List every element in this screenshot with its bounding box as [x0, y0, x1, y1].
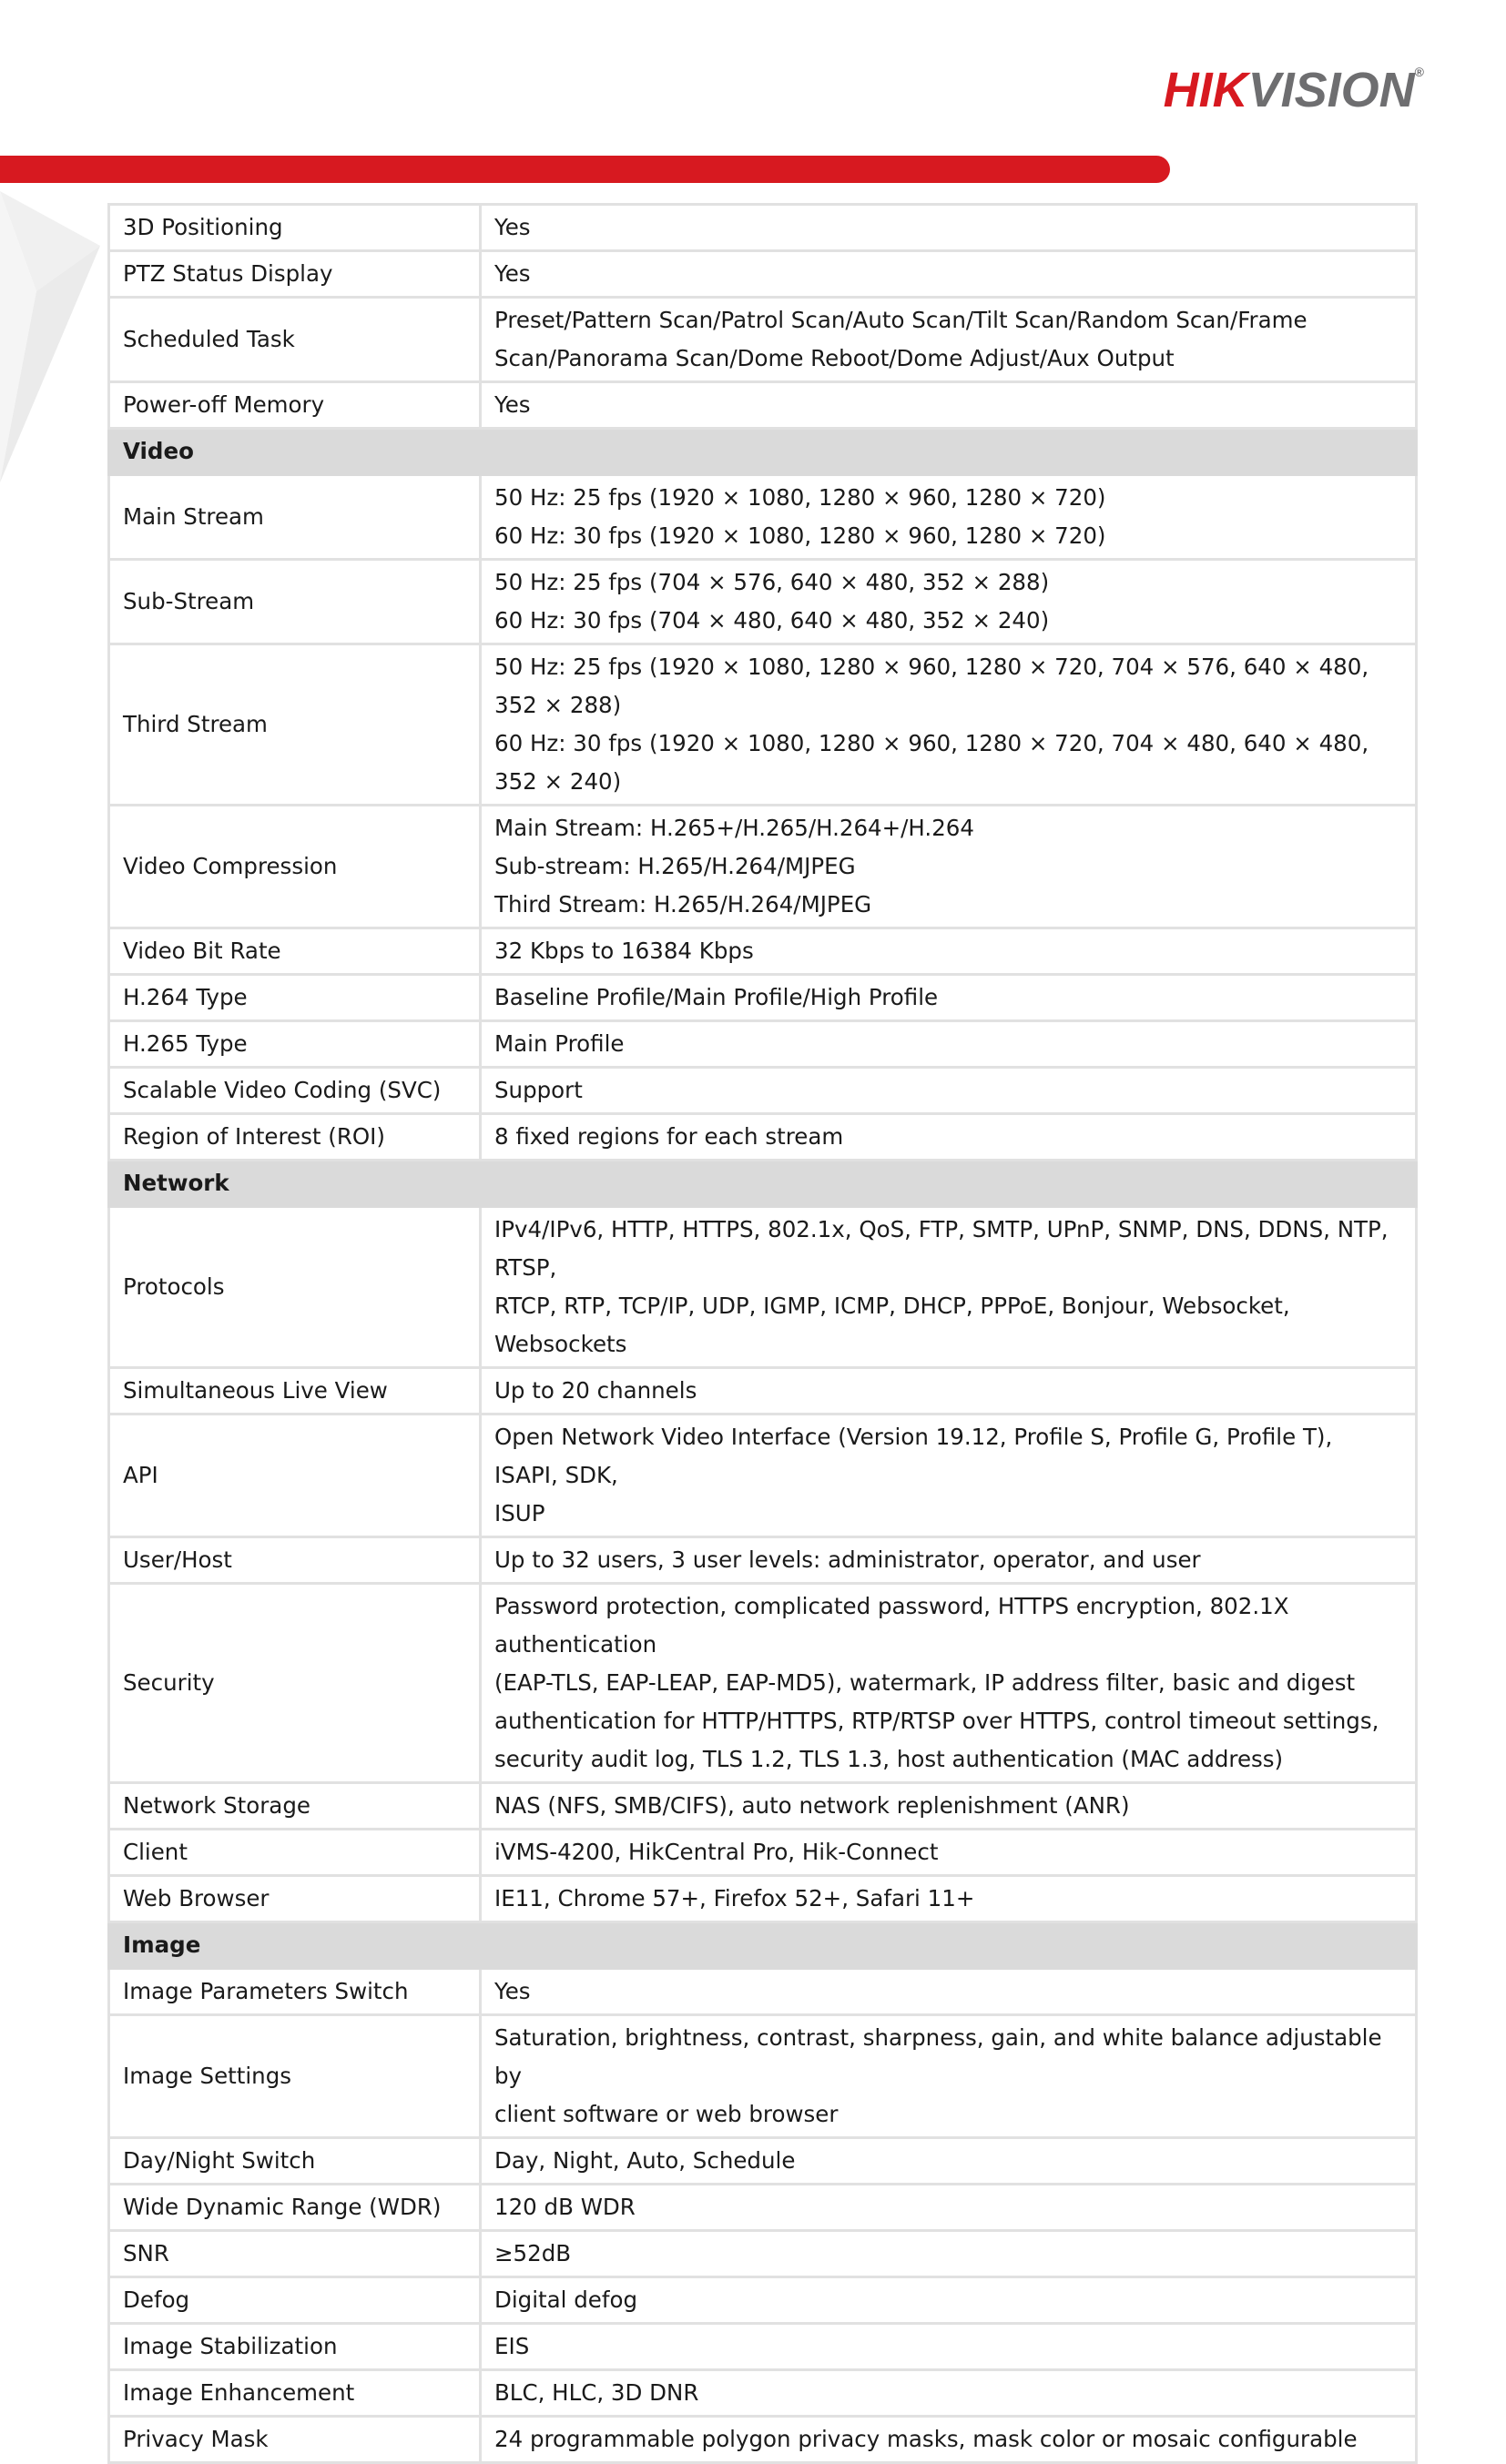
brand-logo-grey: VISION	[1247, 63, 1415, 117]
spec-row	[109, 2370, 1417, 2417]
section-title: Network	[109, 1161, 1417, 1207]
spec-value: Day, Night, Auto, Schedule	[481, 2138, 1417, 2185]
spec-value: 24 programmable polygon privacy masks, mask color or mosaic configurable	[481, 2417, 1417, 2463]
registered-mark: ®	[1414, 65, 1424, 79]
spec-label: Power-off Memory	[109, 382, 481, 429]
spec-row	[109, 205, 1417, 251]
spec-value: IE11, Chrome 57+, Firefox 52+, Safari 11+	[481, 1876, 1417, 1922]
section-header-row	[109, 1922, 1417, 1969]
spec-value: Yes	[481, 382, 1417, 429]
spec-label: Sub-Stream	[109, 560, 481, 644]
spec-row	[109, 298, 1417, 382]
spec-row	[109, 1830, 1417, 1876]
spec-label: Protocols	[109, 1207, 481, 1368]
spec-value: 50 Hz: 25 fps (1920 × 1080, 1280 × 960, 1280 × 720, 704 × 576, 640 × 480, 352 × 288) 60 Hz: 30 fps (1920 × 1080, 1280 × 960, 1280 × 720, 704 × 480, 640 × 480, 352 × 240)	[481, 644, 1417, 806]
spec-value: 120 dB WDR	[481, 2185, 1417, 2231]
spec-label: API	[109, 1415, 481, 1537]
spec-value: ≥52dB	[481, 2231, 1417, 2277]
spec-value: Yes	[481, 1969, 1417, 2015]
spec-row	[109, 2185, 1417, 2231]
spec-row	[109, 1415, 1417, 1537]
spec-row	[109, 475, 1417, 560]
spec-value: Password protection, complicated password, HTTPS encryption, 802.1X authentication (EAP-TLS, EAP-LEAP, EAP-MD5), watermark, IP address filter, basic and digest authentication for HTTP/HTTPS, RTP/RTSP over HTTPS, control timeout settings, security audit log, TLS 1.2, TLS 1.3, host authentication (MAC address)	[481, 1584, 1417, 1783]
section-title: Video	[109, 429, 1417, 475]
spec-label: Scalable Video Coding (SVC)	[109, 1068, 481, 1114]
spec-label: H.264 Type	[109, 975, 481, 1021]
spec-label: Video Bit Rate	[109, 928, 481, 975]
spec-label: PTZ Status Display	[109, 251, 481, 298]
brand-logo-red: HIK	[1163, 63, 1248, 117]
spec-value: 32 Kbps to 16384 Kbps	[481, 928, 1417, 975]
spec-value: Yes	[481, 251, 1417, 298]
spec-row	[109, 382, 1417, 429]
spec-row	[109, 1021, 1417, 1068]
spec-row	[109, 2277, 1417, 2324]
section-header-row	[109, 429, 1417, 475]
spec-label: 3D Positioning	[109, 205, 481, 251]
spec-label: Image Enhancement	[109, 2370, 481, 2417]
spec-row	[109, 975, 1417, 1021]
spec-label: Third Stream	[109, 644, 481, 806]
spec-row	[109, 251, 1417, 298]
spec-label: Wide Dynamic Range (WDR)	[109, 2185, 481, 2231]
spec-label: Privacy Mask	[109, 2417, 481, 2463]
spec-label: SNR	[109, 2231, 481, 2277]
spec-row	[109, 2417, 1417, 2463]
spec-value: IPv4/IPv6, HTTP, HTTPS, 802.1x, QoS, FTP, SMTP, UPnP, SNMP, DNS, DDNS, NTP, RTSP, RTCP, RTP, TCP/IP, UDP, IGMP, ICMP, DHCP, PPPoE, Bonjour, Websocket, Websockets	[481, 1207, 1417, 1368]
spec-table	[107, 203, 1418, 2464]
spec-row	[109, 1207, 1417, 1368]
background-watermark-graphic	[0, 182, 100, 482]
spec-value: EIS	[481, 2324, 1417, 2370]
spec-label: Defog	[109, 2277, 481, 2324]
spec-value: Up to 20 channels	[481, 1368, 1417, 1415]
spec-label: Scheduled Task	[109, 298, 481, 382]
spec-row	[109, 1368, 1417, 1415]
spec-label: Client	[109, 1830, 481, 1876]
spec-label: Day/Night Switch	[109, 2138, 481, 2185]
spec-value: NAS (NFS, SMB/CIFS), auto network replenishment (ANR)	[481, 1783, 1417, 1830]
spec-row	[109, 1969, 1417, 2015]
header-red-bar	[0, 156, 1170, 183]
spec-value: Digital defog	[481, 2277, 1417, 2324]
spec-label: Video Compression	[109, 806, 481, 928]
spec-value: Main Profile	[481, 1021, 1417, 1068]
spec-value: Yes	[481, 205, 1417, 251]
spec-value: Up to 32 users, 3 user levels: administrator, operator, and user	[481, 1537, 1417, 1584]
spec-row	[109, 560, 1417, 644]
spec-label: Image Settings	[109, 2015, 481, 2138]
spec-row	[109, 806, 1417, 928]
spec-row	[109, 1876, 1417, 1922]
spec-value: 8 fixed regions for each stream	[481, 1114, 1417, 1161]
spec-row	[109, 1114, 1417, 1161]
spec-row	[109, 1068, 1417, 1114]
spec-label: Web Browser	[109, 1876, 481, 1922]
spec-row	[109, 2138, 1417, 2185]
spec-value: Baseline Profile/Main Profile/High Profile	[481, 975, 1417, 1021]
brand-logo	[1163, 63, 1424, 117]
spec-value: Support	[481, 1068, 1417, 1114]
spec-label: Image Parameters Switch	[109, 1969, 481, 2015]
spec-row	[109, 1537, 1417, 1584]
spec-value: Main Stream: H.265+/H.265/H.264+/H.264 Sub-stream: H.265/H.264/MJPEG Third Stream: H.265/H.264/MJPEG	[481, 806, 1417, 928]
spec-value: 50 Hz: 25 fps (704 × 576, 640 × 480, 352 × 288) 60 Hz: 30 fps (704 × 480, 640 × 480, 352 × 240)	[481, 560, 1417, 644]
spec-row	[109, 2324, 1417, 2370]
spec-label: H.265 Type	[109, 1021, 481, 1068]
section-title: Image	[109, 1922, 1417, 1969]
spec-label: User/Host	[109, 1537, 481, 1584]
spec-row	[109, 928, 1417, 975]
spec-row	[109, 2231, 1417, 2277]
spec-value: Open Network Video Interface (Version 19.12, Profile S, Profile G, Profile T), ISAPI, SDK, ISUP	[481, 1415, 1417, 1537]
spec-label: Simultaneous Live View	[109, 1368, 481, 1415]
spec-label: Security	[109, 1584, 481, 1783]
section-header-row	[109, 1161, 1417, 1207]
spec-value: Preset/Pattern Scan/Patrol Scan/Auto Scan/Tilt Scan/Random Scan/Frame Scan/Panorama Scan/Dome Reboot/Dome Adjust/Aux Output	[481, 298, 1417, 382]
spec-value: BLC, HLC, 3D DNR	[481, 2370, 1417, 2417]
spec-label: Image Stabilization	[109, 2324, 481, 2370]
spec-value: iVMS-4200, HikCentral Pro, Hik-Connect	[481, 1830, 1417, 1876]
spec-label: Region of Interest (ROI)	[109, 1114, 481, 1161]
spec-value: Saturation, brightness, contrast, sharpness, gain, and white balance adjustable by client software or web browser	[481, 2015, 1417, 2138]
spec-row	[109, 1584, 1417, 1783]
spec-row	[109, 2015, 1417, 2138]
spec-value: 50 Hz: 25 fps (1920 × 1080, 1280 × 960, 1280 × 720) 60 Hz: 30 fps (1920 × 1080, 1280 × 960, 1280 × 720)	[481, 475, 1417, 560]
spec-row	[109, 644, 1417, 806]
spec-label: Main Stream	[109, 475, 481, 560]
spec-label: Network Storage	[109, 1783, 481, 1830]
spec-row	[109, 1783, 1417, 1830]
